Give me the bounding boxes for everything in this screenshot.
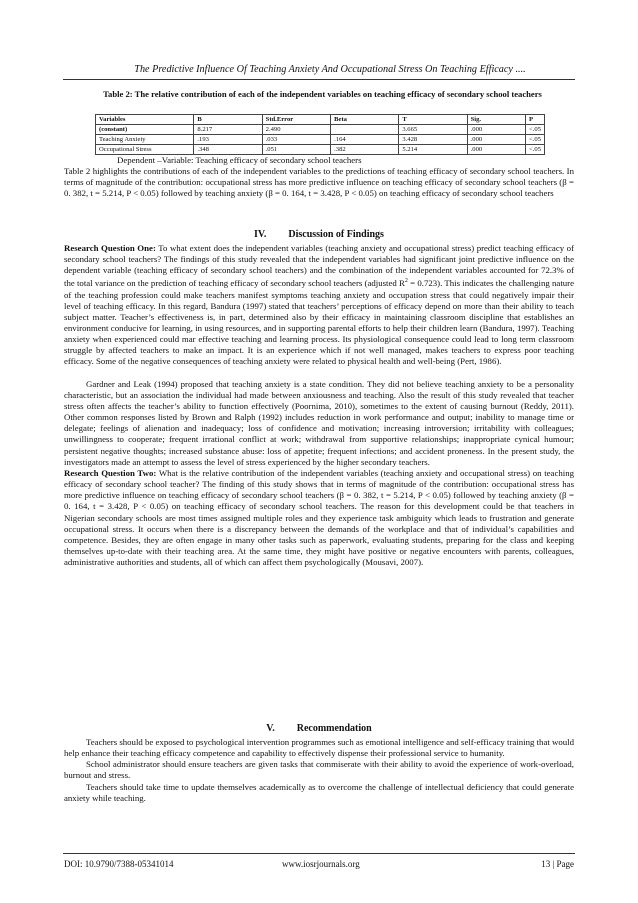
table-cell: 3.428 xyxy=(399,135,467,145)
footer-doi: DOI: 10.9790/7388-05341014 xyxy=(64,859,174,869)
section-heading-v xyxy=(64,723,574,734)
table-caption: Table 2: The relative contribution of each of the independent variables on teaching efficacy of secondary school teachers xyxy=(103,89,542,99)
table-row xyxy=(96,125,545,135)
recommendation-paragraph: School administrator should ensure teachers are given tasks that commiserate with their ability to avoid the experience of work-overload, burnout and stress. xyxy=(64,759,574,781)
rq1-paragraph xyxy=(64,243,574,368)
column-header: Beta xyxy=(331,115,399,125)
running-header: The Predictive Influence Of Teaching Anxiety And Occupational Stress On Teaching Efficacy .... xyxy=(134,64,526,75)
table-cell: .382 xyxy=(331,145,399,155)
table-cell: 5.214 xyxy=(399,145,467,155)
table-cell: .000 xyxy=(467,135,525,145)
paragraph-text: Table 2 highlights the contributions of each of the independent variables to the predictions of teaching efficacy of secondary school teachers. In terms of magnitude of the contribution: occupational stress has more predictive influence on teaching efficacy of secondary school teachers (β = 0. 382, t = 5.214, P < 0.05) followed by teaching anxiety (β = 0. 164, t = 3.428, P < 0.05) on teaching efficacy of secondary school teachers xyxy=(64,166,574,199)
table-cell: <.05 xyxy=(526,135,545,145)
regression-table xyxy=(95,114,545,155)
table-cell: <.05 xyxy=(526,145,545,155)
rq1-text: To what extent does the independent variables (teaching anxiety and occupational stress) predict teaching efficacy of secondary school teachers? The findings of this study revealed that the independent variables had significant joint predictive influence on the dependent variable (teaching efficacy of secondary school teachers) and the combination of the independent variables accounted for 72.3% of the total variance on the prediction of teaching efficacy of secondary school teachers (adjusted R xyxy=(64,243,574,289)
table-cell: .000 xyxy=(467,125,525,135)
table-cell: 2.490 xyxy=(262,125,330,135)
table-cell: .000 xyxy=(467,145,525,155)
section-heading-iv xyxy=(64,229,574,240)
intro-paragraph xyxy=(64,166,574,199)
section-title: Recommendation xyxy=(296,723,372,734)
table-cell: Occupational Stress xyxy=(96,145,194,155)
header-rule xyxy=(63,79,575,80)
rq2-paragraph xyxy=(64,468,574,568)
column-header: Sig. xyxy=(467,115,525,125)
column-header: P xyxy=(526,115,545,125)
table-cell: .051 xyxy=(262,145,330,155)
table-cell: 8.217 xyxy=(194,125,262,135)
table-cell: .348 xyxy=(194,145,262,155)
table-cell: .193 xyxy=(194,135,262,145)
column-header: B xyxy=(194,115,262,125)
rq2-text: What is the relative contribution of the independent variables (teaching anxiety and occupational stress) on teaching efficacy of secondary school teacher? The finding of this study shows that in terms of magnitude of the contribution: occupational stress has more predictive influence on teaching efficacy of secondary school teachers (β = 0. 382, t = 5.214, P < 0.05) followed by teaching anxiety (β = 0. 164, t = 3.428, P < 0.05) on teaching efficacy of secondary school teachers. The reason for this development could be that teachers in Nigerian secondary schools are most times assigned multiple roles and they experience task ambiguity which leads to frustration and generate occupational stress. It occurs when there is a discrepancy between the demands of the workplace and that of individual’s capabilities and competence. Besides, they are often engage in many other tasks such as paperwork, evaluating students, preparing for the class and keeping themselves up-to-date with their teaching area. At the same time, they might have positive or negative encounters with parents, colleagues, administrative authorities and students, all of which can affect them psychologically (Mousavi, 2007). xyxy=(64,467,574,568)
footer-rule xyxy=(63,853,575,854)
table-cell: 3.665 xyxy=(399,125,467,135)
section-title: Discussion of Findings xyxy=(288,229,384,240)
table-cell: (constant) xyxy=(96,125,194,135)
rq1-text-cont: = 0.723). This indicates the challenging nature of the teaching profession could make teachers manifest symptoms teaching anxiety and occupation stress that could negatively impair their level of teaching efficacy. In this regard, Bandura (1997) stated that teachers’ perceptions of efficacy depend on more than their ability to teach subject matter. Teacher’s effectiveness is, in part, determined also by their efficacy in maintaining classroom discipline that establishes an environment conducive for learning, in using resources, and in supporting parental efforts to help their children learn (Bandura, 1997). Teaching anxiety when experienced could mar effective teaching and learning process. Its physiological consequence could lead to long term classroom struggle by affected teachers to make an impact. It is an experience which if not well managed, makes teachers to express poor teaching efficacy. Some of the negative consequences of teaching anxiety were related to physical health and well-being (Pert, 1986). xyxy=(64,278,574,367)
recommendation-paragraph: Teachers should take time to update themselves academically as to overcome the challenge of intellectual deficiency that could generate anxiety while teaching. xyxy=(64,781,574,803)
discussion-body xyxy=(64,243,574,568)
table-note: Dependent –Variable: Teaching efficacy of secondary school teachers xyxy=(117,155,362,165)
rq2-label: Research Question Two: xyxy=(64,467,157,478)
table-cell: <.05 xyxy=(526,125,545,135)
section-number: V. xyxy=(266,723,275,734)
recommendation-paragraph: Teachers should be exposed to psychological intervention programmes such as emotional intelligence and self-efficacy training that would help enhance their teaching efficacy competence and capability to effectively dispense their professional service to humanity. xyxy=(64,737,574,759)
gardner-paragraph: Gardner and Leak (1994) proposed that teaching anxiety is a state condition. They did not believe teaching anxiety to be a personality characteristic, but an association the individual had made between anxiousness and teaching. Also the result of this study revealed that teacher stress often affects the teacher’s ability to function effectively (Poornima, 2010), sometimes to the extent of causing burnout (Reddy, 2011). Other common responses listed by Brown and Ralph (1992) includes reduction in work performance and output; inability to manage time or delegate; feelings of alienation and inadequacy; loss of confidence and motivation; increasing introversion; irritability with colleagues; unwillingness to cooperate; frequent irrational conflict at work; withdrawal from supportive relationships; inappropriate cynical humour; persistent negative thoughts; increased substance abuse: loss of appetite; frequent infections; and accident proneness. In the present study, the investigators made an attempt to assess the level of stress experienced by the higher secondary teachers. xyxy=(64,378,574,467)
table-cell: .033 xyxy=(262,135,330,145)
section-number: IV. xyxy=(254,229,267,240)
footer-page-number: 13 | Page xyxy=(541,859,574,869)
table-row xyxy=(96,145,545,155)
recommendation-body xyxy=(64,737,574,804)
superscript: 2 xyxy=(404,278,408,285)
table-row xyxy=(96,135,545,145)
table-cell: Teaching Anxiety xyxy=(96,135,194,145)
rq1-label: Research Question One: xyxy=(64,243,156,253)
footer-website[interactable]: www.iosrjournals.org xyxy=(282,859,360,869)
column-header: Std.Error xyxy=(262,115,330,125)
table-cell xyxy=(331,125,399,135)
table-header-row xyxy=(96,115,545,125)
column-header: Variables xyxy=(96,115,194,125)
table-cell: .164 xyxy=(331,135,399,145)
column-header: T xyxy=(399,115,467,125)
